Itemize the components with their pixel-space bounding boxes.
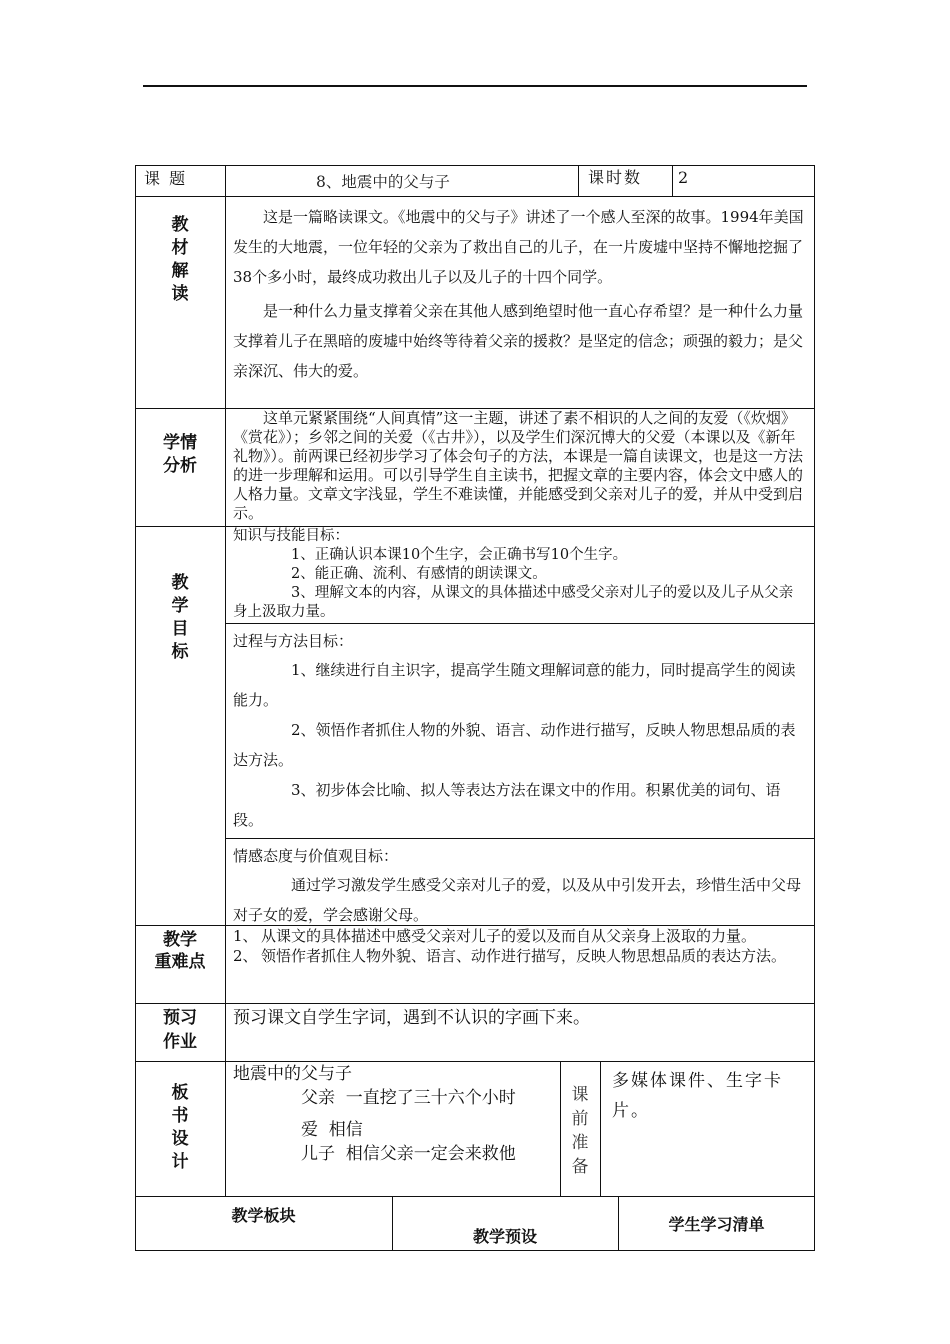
emotion-title: 情感态度与价值观目标： <box>233 847 399 865</box>
process-goals <box>233 627 805 835</box>
process-title: 过程与方法目标： <box>233 632 354 650</box>
row-divider <box>135 196 815 197</box>
emotion-goal-1: 通过学习激发学生感受父亲对儿子的爱，以及从中引发开去，珍惜生活中父母对子女的爱，学会感谢父母。 <box>233 876 802 924</box>
textbook-paragraph-1: 这是一篇略读课文。《地震中的父与子》讲述了一个感人至深的故事。1994年美国发生的大地震，一位年轻的父亲为了救出自己的儿子，在一片废墟中坚持不懈地挖掘了38个多小时，最终成功救出儿子以及儿子的十四个同学。 <box>233 208 804 286</box>
row-divider <box>225 838 815 839</box>
learning-label: 学情 分析 <box>163 433 197 476</box>
knowledge-goal-1: 1、正确认识本课10个生字，会正确书写10个生字。 <box>291 547 628 563</box>
footer-teaching-plan: 教学预设 <box>472 1227 537 1246</box>
row-divider <box>135 1003 815 1004</box>
keypoint-number: 2、 <box>233 947 258 965</box>
board-design <box>233 1062 558 1166</box>
board-label: 板 书 设 计 <box>171 1083 189 1172</box>
row-divider <box>225 623 815 624</box>
footer-student-checklist: 学生学习清单 <box>668 1215 765 1234</box>
hours-label: 课时数 <box>588 168 643 187</box>
knowledge-title: 知识与技能目标： <box>233 528 349 544</box>
topic-label: 课 题 <box>144 169 188 188</box>
header-rule <box>143 85 807 87</box>
keypoint-item-1 <box>233 927 808 945</box>
knowledge-goal-2: 2、能正确、流利、有感情的朗读课文。 <box>291 566 547 582</box>
board-line-father: 父亲 一直挖了三十六个小时 <box>301 1088 516 1108</box>
knowledge-goal-3: 3、理解文本的内容，从课文的具体描述中感受父亲对儿子的爱以及儿子从父亲身上汲取力量。 <box>233 585 794 620</box>
board-line-blank <box>233 1110 558 1118</box>
keypoint-text: 领悟作者抓住人物外貌、语言、动作进行描写，反映人物思想品质的表达方法。 <box>261 947 787 965</box>
preview-text: 预习课文自学生字词，遇到不认识的字画下来。 <box>233 1008 590 1028</box>
textbook-content <box>233 202 805 386</box>
process-goal-3: 3、初步体会比喻、拟人等表达方法在课文中的作用。积累优美的词句、语段。 <box>233 781 781 829</box>
keypoint-item-2 <box>233 947 808 965</box>
column-divider <box>225 165 226 1196</box>
prep-label: 课 前 准 备 <box>571 1085 589 1177</box>
preview-label: 预习 作业 <box>163 1008 197 1052</box>
hours-value: 2 <box>678 168 689 187</box>
process-goal-1: 1、继续进行自主识字，提高学生随文理解词意的能力，同时提高学生的阅读能力。 <box>233 661 796 709</box>
prep-text: 多媒体课件、生字卡片。 <box>612 1071 783 1121</box>
board-line-title: 地震中的父与子 <box>233 1064 352 1084</box>
lesson-title: 8、地震中的父与子 <box>316 173 450 191</box>
column-divider <box>578 165 579 196</box>
knowledge-goals <box>233 527 805 622</box>
board-line-love: 爱 相信 <box>301 1120 363 1140</box>
learning-paragraph: 这单元紧紧围绕“人间真情”这一主题，讲述了素不相识的人之间的友爱（《炊烟》《赏花》）；乡邻之间的关爱（《古井》），以及学生们深沉博大的父爱（本课以及《新年礼物》）。前两课已经初步学习了体会句子的方法，本课是一篇自读课文，也是这一方法的进一步理解和运用。可以引导学生自主读书，把握文章的主要内容，体会文中感人的人格力量。文章文字浅显，学生不难读懂，并能感受到父亲对儿子的爱，并从中受到启示。 <box>233 409 804 522</box>
column-divider <box>672 165 673 196</box>
row-divider <box>135 1196 815 1197</box>
textbook-paragraph-2: 是一种什么力量支撑着父亲在其他人感到绝望时他一直心存希望？是一种什么力量支撑着儿子在黑暗的废墟中始终等待着父亲的援救？是坚定的信念；顽强的毅力；是父亲深沉、伟大的爱。 <box>233 302 804 380</box>
keypoint-text: 从课文的具体描述中感受父亲对儿子的爱以及而自从父亲身上汲取的力量。 <box>261 927 757 945</box>
learning-content <box>233 409 805 523</box>
keypoints-list <box>233 927 808 965</box>
textbook-label: 教 材 解 读 <box>171 215 189 304</box>
keypoints-label: 教学 重难点 <box>154 930 206 972</box>
footer-teaching-block: 教学板块 <box>231 1206 296 1225</box>
goals-label: 教 学 目 标 <box>171 573 189 662</box>
board-line-son: 儿子 相信父亲一定会来救他 <box>301 1144 516 1164</box>
keypoint-number: 1、 <box>233 927 258 945</box>
process-goal-2: 2、领悟作者抓住人物的外貌、语言、动作进行描写，反映人物思想品质的表达方法。 <box>233 721 796 769</box>
column-divider <box>600 1061 601 1196</box>
emotion-goals <box>233 842 805 930</box>
